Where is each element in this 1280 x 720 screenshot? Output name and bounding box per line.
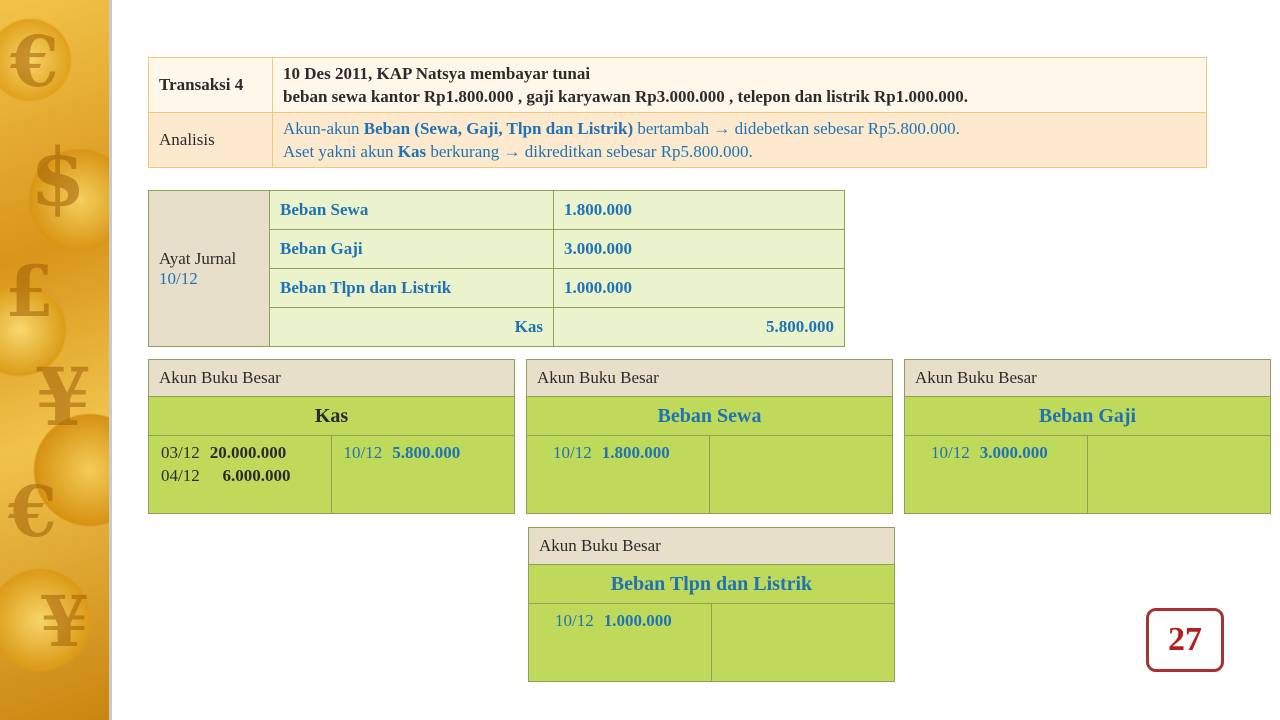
transaction-line-1: 10 Des 2011, KAP Natsya membayar tunai <box>283 64 591 83</box>
journal-debit-amount: 3.000.000 <box>554 230 845 269</box>
transaction-line-2: beban sewa kantor Rp1.800.000 , gaji karyawan Rp3.000.000 , telepon dan listrik Rp1.000.000. <box>283 87 968 106</box>
ledger-credit-side <box>332 436 515 513</box>
ledger-header: Akun Buku Besar <box>904 359 1271 397</box>
ledger-t-account <box>904 436 1271 514</box>
ledger-title: Beban Tlpn dan Listrik <box>528 565 895 604</box>
ledger-header: Akun Buku Besar <box>528 527 895 565</box>
journal-credit-account: Kas <box>270 308 554 347</box>
analysis-line-1: Akun-akun Beban (Sewa, Gaji, Tlpn dan Listrik) bertambah → didebetkan sebesar Rp5.800.000. <box>283 119 960 138</box>
ledger-debit-side <box>527 436 710 513</box>
journal-debit-amount: 1.000.000 <box>554 269 845 308</box>
ledger-beban-gaji <box>904 359 1271 514</box>
decorative-currency-sidebar <box>0 0 112 720</box>
yen-icon: ¥ <box>35 350 91 444</box>
analysis-label: Analisis <box>149 113 273 168</box>
ledger-t-account <box>526 436 893 514</box>
ledger-credit-side <box>1088 436 1271 513</box>
ledger-header: Akun Buku Besar <box>526 359 893 397</box>
yen-icon: ¥ <box>40 580 89 663</box>
ledger-entry: 10/12 5.800.000 <box>343 443 461 462</box>
ledger-credit-side <box>710 436 893 513</box>
sidebar-edge <box>109 0 112 720</box>
ledger-entry: 10/12 1.800.000 <box>553 443 670 462</box>
journal-label-cell <box>149 191 270 347</box>
euro-icon: € <box>8 470 57 553</box>
journal-label: Ayat Jurnal <box>159 248 237 268</box>
ledger-t-account <box>528 604 895 682</box>
journal-date: 10/12 <box>159 268 198 288</box>
ledger-debit-side <box>905 436 1088 513</box>
ledger-entry: 04/12 6.000.000 <box>161 466 291 485</box>
euro-icon: € <box>10 20 59 103</box>
journal-entry-table <box>148 190 845 347</box>
ledger-debit-side <box>529 604 712 681</box>
ledger-title: Beban Gaji <box>904 397 1271 436</box>
journal-debit-account: Beban Gaji <box>270 230 554 269</box>
journal-credit-amount: 5.800.000 <box>554 308 845 347</box>
journal-debit-account: Beban Tlpn dan Listrik <box>270 269 554 308</box>
transaction-table <box>148 57 1207 168</box>
ledger-entry: 10/12 3.000.000 <box>931 443 1048 462</box>
journal-debit-amount: 1.800.000 <box>554 191 845 230</box>
ledger-title: Kas <box>148 397 515 436</box>
pound-icon: £ <box>5 250 54 333</box>
journal-debit-account: Beban Sewa <box>270 191 554 230</box>
ledger-entry: 03/12 20.000.000 <box>161 443 287 462</box>
dollar-icon: $ <box>30 130 86 224</box>
ledger-beban-tlpn-listrik <box>528 527 895 682</box>
ledger-credit-side <box>712 604 895 681</box>
transaction-label: Transaksi 4 <box>149 58 273 113</box>
page-number: 27 <box>1146 608 1224 672</box>
ledger-t-account <box>148 436 515 514</box>
transaction-description <box>273 58 1207 113</box>
ledger-entry: 10/12 1.000.000 <box>555 611 672 630</box>
analysis-text <box>273 113 1207 168</box>
ledger-debit-side <box>149 436 332 513</box>
ledger-header: Akun Buku Besar <box>148 359 515 397</box>
ledger-title: Beban Sewa <box>526 397 893 436</box>
analysis-line-2: Aset yakni akun Kas berkurang → dikreditkan sebesar Rp5.800.000. <box>283 142 753 161</box>
ledger-beban-sewa <box>526 359 893 514</box>
ledger-kas <box>148 359 515 514</box>
